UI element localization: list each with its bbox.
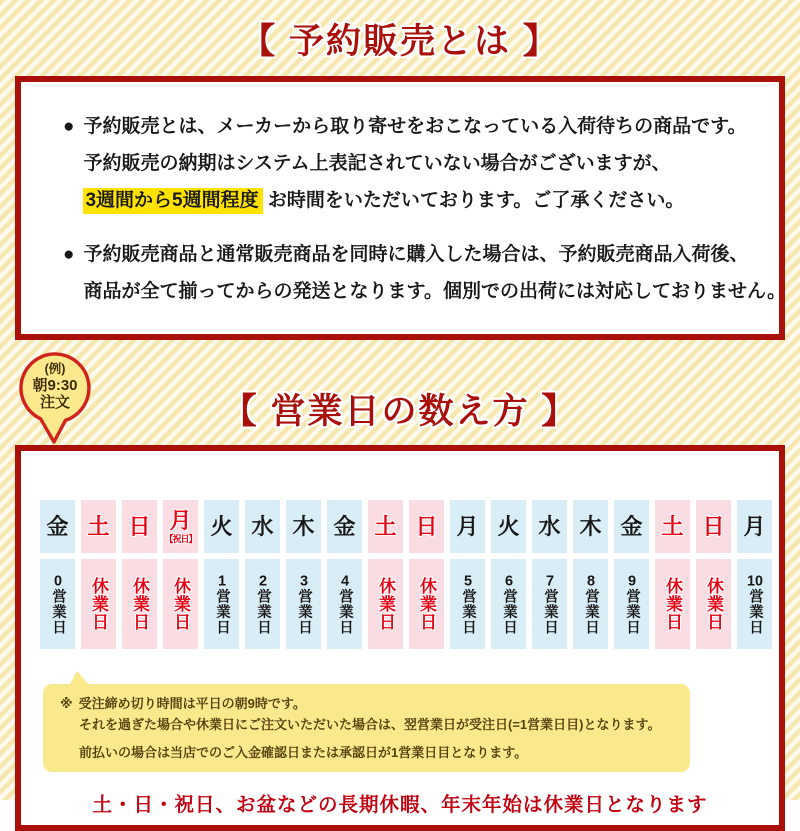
day-cell: [614, 500, 649, 553]
value-label: 休業日: [704, 577, 723, 631]
value-cell: [327, 559, 362, 649]
value-text: [40, 574, 75, 635]
calendar-column: [368, 500, 403, 649]
notice-line-text: 前払いの場合は当店でのご入金確認日または承認日が1営業日目となります。: [79, 745, 528, 760]
value-cell: [368, 559, 403, 649]
value-text: [573, 574, 608, 635]
day-label: 月: [456, 513, 479, 539]
day-cell: [368, 500, 403, 553]
value-label: 営業日: [501, 588, 517, 635]
value-cell: [40, 559, 75, 649]
calendar-column: [573, 500, 608, 649]
bubble-time-label: 朝9:30: [32, 377, 78, 394]
day-cell: [409, 500, 444, 553]
bullet-line: [83, 108, 759, 145]
calendar-column: [81, 500, 116, 649]
calendar-column: [696, 500, 731, 649]
value-cell: [614, 559, 649, 649]
bubble-order-label: 注文: [39, 394, 70, 411]
day-label: 土: [87, 513, 110, 539]
value-cell: [532, 559, 567, 649]
value-number: 5: [463, 573, 473, 588]
value-cell: [450, 559, 485, 649]
value-text: [368, 577, 403, 631]
bullet-line: [83, 273, 786, 310]
value-label: 営業日: [542, 588, 558, 635]
preorder-panel: [15, 76, 785, 340]
value-text: [532, 574, 567, 635]
value-text: [163, 577, 198, 631]
value-text: [204, 574, 239, 635]
calendar-column: [327, 500, 362, 649]
day-label: 火: [497, 513, 520, 539]
day-cell: [327, 500, 362, 553]
value-number: 3: [299, 573, 309, 588]
calendar-column: [163, 500, 198, 649]
day-label: 金: [333, 513, 356, 539]
day-cell: [245, 500, 280, 553]
value-number: 4: [340, 573, 350, 588]
calendar-column: [614, 500, 649, 649]
bullet-line-text: お時間をいただいております。ご了承ください。: [262, 190, 685, 211]
value-number: 0: [53, 573, 63, 588]
value-label: 休業日: [130, 577, 149, 631]
day-label: 木: [292, 513, 315, 539]
value-label: 営業日: [583, 588, 599, 635]
calendar-column: [409, 500, 444, 649]
value-cell: [122, 559, 157, 649]
day-cell: [163, 500, 198, 553]
notice-line: [60, 742, 674, 763]
bubble-text: [9, 362, 101, 411]
value-cell: [573, 559, 608, 649]
calendar-column: [204, 500, 239, 649]
day-label: 金: [620, 513, 643, 539]
day-cell: [737, 500, 772, 553]
bullet-lines: [83, 108, 759, 219]
value-text: [491, 574, 526, 635]
value-cell: [491, 559, 526, 649]
value-text: [81, 577, 116, 631]
value-label: 休業日: [663, 577, 682, 631]
business-days-panel: [15, 445, 785, 831]
bullet-icon: ●: [63, 244, 75, 265]
day-label: 土: [374, 513, 397, 539]
value-text: [614, 574, 649, 635]
bullet-block: [63, 236, 787, 310]
value-text: [122, 577, 157, 631]
bullet-line-text: 予約販売の納期はシステム上表記されていない場合がございますが、: [83, 153, 671, 174]
value-number: 10: [747, 573, 763, 588]
example-order-bubble: [9, 352, 101, 444]
value-cell: [737, 559, 772, 649]
value-text: [245, 574, 280, 635]
notice-line-text: それを過ぎた場合や休業日にご注文いただいた場合は、翌営業日が受注日(=1営業日目)となります。: [79, 717, 661, 732]
value-number: 2: [258, 573, 268, 588]
day-cell: [122, 500, 157, 553]
bullet-lines: [83, 236, 786, 310]
value-label: 営業日: [747, 588, 763, 635]
calendar-column: [532, 500, 567, 649]
day-cell: [491, 500, 526, 553]
value-label: 休業日: [89, 577, 108, 631]
notice-line: [60, 714, 674, 735]
value-cell: [81, 559, 116, 649]
value-text: [450, 574, 485, 635]
value-label: 営業日: [50, 588, 66, 635]
day-label: 日: [128, 513, 151, 539]
value-number: 9: [627, 573, 637, 588]
bullet-line-text: 予約販売とは、メーカーから取り寄せをおこなっている入荷待ちの商品です。: [83, 116, 747, 137]
value-label: 営業日: [460, 588, 476, 635]
value-cell: [204, 559, 239, 649]
day-label: 土: [661, 513, 684, 539]
value-number: 6: [504, 573, 514, 588]
notice-line: [60, 693, 674, 714]
day-label: 木: [579, 513, 602, 539]
day-cell: [286, 500, 321, 553]
value-number: 8: [586, 573, 596, 588]
day-label: 水: [251, 513, 274, 539]
bullet-line: [83, 182, 759, 219]
value-cell: [409, 559, 444, 649]
day-label: 月: [743, 513, 766, 539]
value-text: [655, 577, 690, 631]
value-cell: [696, 559, 731, 649]
day-label: 月: [169, 507, 192, 533]
value-cell: [245, 559, 280, 649]
bullet-line-text: 予約販売商品と通常販売商品を同時に購入した場合は、予約販売商品入荷後、: [83, 244, 749, 265]
bullet-icon: ●: [63, 116, 75, 137]
value-text: [327, 574, 362, 635]
day-cell: [81, 500, 116, 553]
holiday-note: 【祝日】: [164, 533, 197, 544]
value-text: [409, 577, 444, 631]
day-label: 日: [702, 513, 725, 539]
value-label: 営業日: [214, 588, 230, 635]
value-text: [286, 574, 321, 635]
bullet-block: [63, 108, 759, 219]
value-number: 7: [545, 573, 555, 588]
notice-box: [43, 684, 690, 772]
value-text: [696, 577, 731, 631]
day-cell: [532, 500, 567, 553]
bullet-line-text: 商品が全て揃ってからの発送となります。個別での出荷には対応しておりません。: [83, 281, 787, 302]
calendar: [40, 500, 779, 649]
notice-line-text: 受注締め切り時間は平日の朝9時です。: [78, 696, 306, 711]
business-days-title: 【 営業日の数え方 】: [221, 392, 579, 431]
notice-marker-icon: ※: [60, 696, 73, 711]
value-cell: [655, 559, 690, 649]
day-label: 水: [538, 513, 561, 539]
calendar-column: [491, 500, 526, 649]
calendar-column: [655, 500, 690, 649]
preorder-title: 【 予約販売とは 】: [240, 22, 560, 61]
value-label: 休業日: [171, 577, 190, 631]
value-number: 1: [217, 573, 227, 588]
day-cell: [696, 500, 731, 553]
value-label: 営業日: [296, 588, 312, 635]
day-cell: [450, 500, 485, 553]
calendar-column: [286, 500, 321, 649]
value-cell: [163, 559, 198, 649]
value-label: 営業日: [255, 588, 271, 635]
day-label: 日: [415, 513, 438, 539]
day-label: 金: [46, 513, 69, 539]
day-cell: [655, 500, 690, 553]
day-cell: [573, 500, 608, 553]
calendar-column: [450, 500, 485, 649]
value-label: 営業日: [624, 588, 640, 635]
bullet-line: [83, 236, 786, 273]
value-label: 休業日: [376, 577, 395, 631]
calendar-column: [245, 500, 280, 649]
value-text: [737, 574, 772, 635]
calendar-column: [40, 500, 75, 649]
bubble-example-label: (例): [44, 362, 66, 376]
value-label: 営業日: [337, 588, 353, 635]
day-cell: [40, 500, 75, 553]
value-cell: [286, 559, 321, 649]
bullet-line: [83, 145, 759, 182]
highlighted-text: 3週間から5週間程度: [83, 188, 262, 214]
day-cell: [204, 500, 239, 553]
value-label: 休業日: [417, 577, 436, 631]
preorder-bullets: [63, 108, 787, 310]
calendar-column: [122, 500, 157, 649]
day-label: 火: [210, 513, 233, 539]
notice-lines: [60, 693, 674, 763]
holiday-footer-note: 土・日・祝日、お盆などの長期休暇、年末年始は休業日となります: [92, 794, 708, 816]
calendar-column: [737, 500, 772, 649]
